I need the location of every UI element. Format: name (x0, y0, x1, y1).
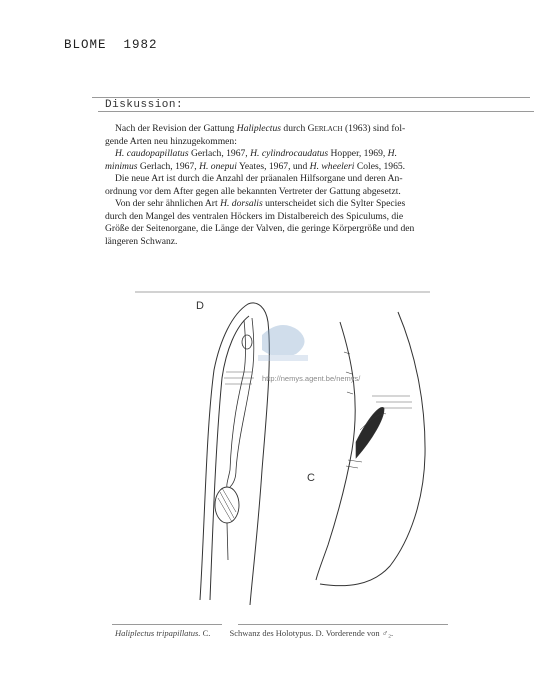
paragraph-revision: Nach der Revision der Gattung Haliplectus durch Gerlach (1963) sind fol- gende Arten neu hinzugekommen: (105, 123, 406, 147)
watermark-url: http://nemys.agent.be/nemys/ (262, 374, 361, 383)
watermark-logo (258, 325, 308, 361)
drawing-c-tail (316, 312, 425, 586)
genus-name: Haliplectus (236, 123, 281, 134)
caption-rule-right (238, 624, 448, 625)
caption-text: Schwanz des Holotypus. D. Vorderende von ♂₂. (229, 628, 394, 638)
caption-rule-left (112, 624, 222, 625)
drawing-d-anterior-end (200, 303, 269, 605)
figure-label-d: D (196, 300, 204, 312)
caption-species: Haliplectus tripapillatus. (115, 628, 201, 638)
section-heading: Diskussion: (105, 99, 184, 111)
header-author: BLOME (64, 38, 107, 52)
author-name: Gerlach (307, 123, 343, 134)
paragraph-new-species: Die neue Art ist durch die Anzahl der präanalen Hilfsorgane und deren An- ordnung vor dem After gegen alle bekannten Vertreter der Gattung abgesetzt. (105, 173, 403, 197)
paragraph-species-list: H. caudopapillatus Gerlach, 1967, H. cylindrocaudatus Hopper, 1969, H. minimus Gerlach, 1967, H. onepui Yeates, 1967, und H. wheeleri Coles, 1965. (105, 148, 406, 172)
figure-label-c: C (307, 472, 315, 484)
caption-label-c: C. (202, 628, 211, 638)
paragraph-comparison: Von der sehr ähnlichen Art H. dorsalis unterscheidet sich die Sylter Species durch den Mangel des ventralen Höckers im Distalbereich des Spiculums, die Größe der Seitenorgane, die Länge der Valven, die geringe Körpergröße und den längeren Schwanz. (105, 198, 415, 247)
header-year: 1982 (123, 38, 158, 52)
figure-caption (115, 628, 393, 638)
